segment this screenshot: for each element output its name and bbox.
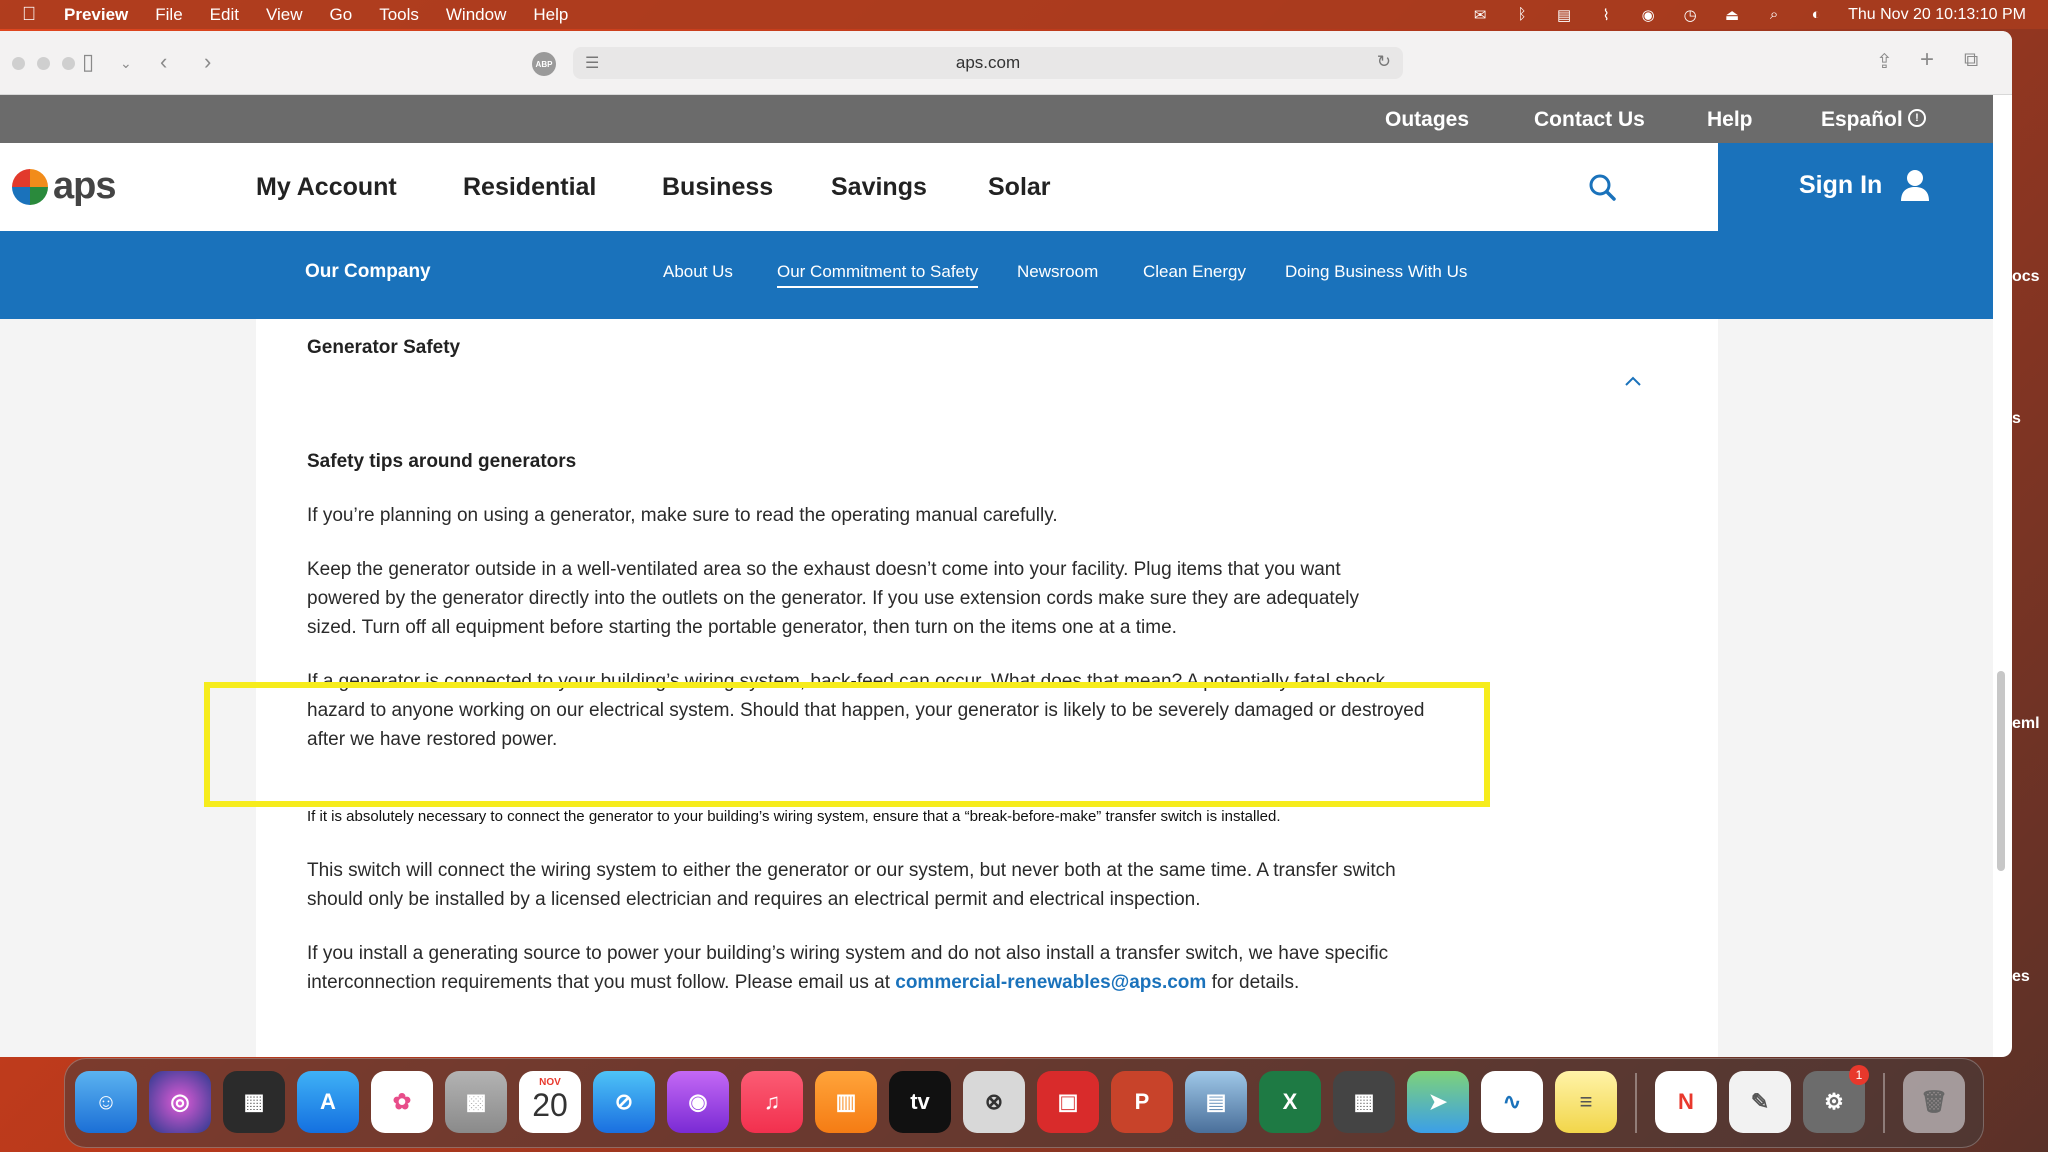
accordion-title[interactable]: Generator Safety bbox=[307, 337, 461, 358]
powerpoint-icon[interactable]: P bbox=[1111, 1071, 1173, 1133]
mission-control-icon[interactable]: ▦ bbox=[223, 1071, 285, 1133]
podcasts-icon[interactable]: ◉ bbox=[667, 1071, 729, 1133]
eject-icon[interactable]: ⏏ bbox=[1725, 6, 1740, 24]
small-note: If it is absolutely necessary to connect the generator to your building’s wiring system, ensure that a “break-before-make” transfer switch is installed. bbox=[307, 808, 1281, 825]
nav-residential[interactable]: Residential bbox=[463, 173, 597, 201]
forward-button[interactable]: › bbox=[204, 49, 212, 74]
background-window-text: es bbox=[2012, 968, 2030, 985]
background-window-text: eml bbox=[2012, 715, 2040, 732]
sign-in-label: Sign In bbox=[1799, 171, 1883, 199]
safari-icon[interactable]: ⊘ bbox=[593, 1071, 655, 1133]
aps-logo[interactable] bbox=[12, 165, 115, 208]
time-machine-icon[interactable]: ◷ bbox=[1683, 6, 1697, 24]
textedit-icon[interactable]: ✎ bbox=[1729, 1071, 1791, 1133]
menu-tools[interactable]: Tools bbox=[379, 4, 419, 24]
photos-icon[interactable]: ✿ bbox=[371, 1071, 433, 1133]
close-window-button[interactable] bbox=[12, 57, 25, 70]
finder-icon[interactable]: ☺ bbox=[75, 1071, 137, 1133]
calculator-icon[interactable]: ▦ bbox=[1333, 1071, 1395, 1133]
page-scrollbar[interactable] bbox=[1997, 671, 2005, 871]
menu-app-name[interactable]: Preview bbox=[64, 4, 129, 24]
share-icon[interactable]: ⇪ bbox=[1876, 51, 1893, 73]
email-link[interactable]: commercial-renewables@aps.com bbox=[895, 972, 1207, 993]
menu-view[interactable]: View bbox=[265, 4, 303, 24]
mail-status-icon[interactable]: ✉ bbox=[1473, 6, 1487, 24]
reload-icon[interactable]: ↻ bbox=[1376, 52, 1391, 71]
maps-icon[interactable]: ➤ bbox=[1407, 1071, 1469, 1133]
subnav-clean-energy[interactable]: Clean Energy bbox=[1143, 262, 1247, 281]
notification-badge: 1 bbox=[1849, 1065, 1869, 1085]
zoom-window-button[interactable] bbox=[62, 57, 75, 70]
paragraph: If you’re planning on using a generator, make sure to read the operating manual carefully. bbox=[307, 505, 1058, 526]
info-icon[interactable]: ! bbox=[1908, 109, 1926, 127]
music-icon[interactable]: ♫ bbox=[741, 1071, 803, 1133]
nav-savings[interactable]: Savings bbox=[831, 173, 927, 201]
subnav-doing-business[interactable]: Doing Business With Us bbox=[1285, 262, 1468, 281]
sign-in-button[interactable] bbox=[1718, 143, 1993, 231]
paragraph-text: If you install a generating source to power your building’s wiring system and do not also install a transfer switch, we have specific interconnection requirements that you must follow. Please email us at bbox=[307, 943, 1389, 993]
minimize-window-button[interactable] bbox=[37, 57, 50, 70]
spotlight-search-icon[interactable]: ⌕ bbox=[1769, 6, 1779, 23]
highlight-box bbox=[204, 682, 1490, 807]
bluetooth-icon[interactable]: ᛒ bbox=[1517, 6, 1527, 23]
background-window-text: ocs bbox=[2012, 268, 2040, 285]
dock bbox=[64, 1058, 1984, 1148]
wifi-off-icon[interactable]: ⌇ bbox=[1602, 6, 1610, 24]
util-link-espanol[interactable]: Español bbox=[1821, 108, 1903, 131]
subnav-newsroom[interactable]: Newsroom bbox=[1017, 262, 1099, 281]
nav-business[interactable]: Business bbox=[662, 173, 774, 201]
menu-bar bbox=[0, 0, 2048, 29]
books-icon[interactable]: ▥ bbox=[815, 1071, 877, 1133]
window-controls bbox=[12, 57, 75, 70]
util-link-help[interactable]: Help bbox=[1707, 108, 1753, 131]
paragraph-email bbox=[307, 939, 1427, 997]
user-icon bbox=[1900, 169, 1930, 201]
subnav-about-us[interactable]: About Us bbox=[663, 262, 733, 281]
disk-utility-icon[interactable]: ⊗ bbox=[963, 1071, 1025, 1133]
chevron-down-icon[interactable]: ⌄ bbox=[120, 55, 132, 71]
main-nav bbox=[0, 143, 1993, 231]
user-account-icon[interactable]: ◉ bbox=[1641, 6, 1655, 24]
page-settings-icon[interactable]: ☰ bbox=[585, 55, 600, 72]
apple-tv-icon[interactable]: tv bbox=[889, 1071, 951, 1133]
new-tab-icon[interactable]: + bbox=[1920, 46, 1935, 73]
calendar-day: 20 bbox=[532, 1087, 568, 1123]
app-store-icon[interactable]: A bbox=[297, 1071, 359, 1133]
section-heading: Safety tips around generators bbox=[307, 451, 577, 472]
menu-clock[interactable]: Thu Nov 20 10:13:10 PM bbox=[1848, 5, 2026, 23]
control-center-icon[interactable]: ◐ bbox=[1811, 6, 1821, 23]
news-icon[interactable]: N bbox=[1655, 1071, 1717, 1133]
util-link-contact-us[interactable]: Contact Us bbox=[1534, 108, 1645, 131]
url-text: aps.com bbox=[955, 53, 1021, 72]
launchpad-icon[interactable]: ▩ bbox=[445, 1071, 507, 1133]
excel-icon[interactable]: X bbox=[1259, 1071, 1321, 1133]
sub-nav bbox=[0, 231, 1993, 319]
system-settings-icon[interactable]: ⚙ 1 bbox=[1803, 1071, 1865, 1133]
browser-window bbox=[0, 31, 2012, 1057]
paragraph-text: for details. bbox=[1206, 972, 1300, 993]
menu-file[interactable]: File bbox=[155, 4, 183, 24]
subnav-commitment-to-safety[interactable]: Our Commitment to Safety bbox=[777, 262, 978, 288]
nav-my-account[interactable]: My Account bbox=[256, 173, 397, 201]
utility-bar bbox=[0, 95, 1993, 143]
adblock-label: ABP bbox=[535, 59, 553, 69]
aps-logo-text: aps bbox=[53, 165, 116, 207]
photo-booth-icon[interactable]: ▣ bbox=[1037, 1071, 1099, 1133]
util-link-outages[interactable]: Outages bbox=[1385, 108, 1470, 131]
notes-icon[interactable]: ≡ bbox=[1555, 1071, 1617, 1133]
subnav-title[interactable]: Our Company bbox=[305, 261, 431, 282]
search-icon[interactable] bbox=[1588, 173, 1616, 201]
address-bar[interactable] bbox=[573, 47, 1403, 79]
dock-separator bbox=[1635, 1073, 1637, 1133]
menu-help[interactable]: Help bbox=[533, 4, 569, 24]
adblock-extension-icon[interactable] bbox=[532, 52, 556, 76]
calendar-month: NOV bbox=[539, 1077, 561, 1088]
sidebar-toggle-icon[interactable]: ▯ bbox=[82, 49, 95, 74]
background-window-text: s bbox=[2012, 410, 2021, 427]
freeform-icon[interactable]: ∿ bbox=[1481, 1071, 1543, 1133]
menu-edit[interactable]: Edit bbox=[209, 4, 239, 24]
siri-icon[interactable]: ◎ bbox=[149, 1071, 211, 1133]
calendar-icon[interactable] bbox=[519, 1071, 581, 1133]
trash-icon[interactable]: 🗑 bbox=[1903, 1071, 1965, 1133]
tab-overview-icon[interactable]: ⧉ bbox=[1964, 49, 1979, 71]
paragraph-highlighted: If a generator is connected to your building’s wiring system, back-feed can occur. What does that mean? A potentially fatal shock hazard to anyone working on our electrical system. Should that happen, your generator is likely to be severely damaged or destroyed after we have restored power. bbox=[307, 671, 1425, 750]
aps-logo-mark-icon bbox=[12, 169, 48, 205]
apple-menu-icon[interactable] bbox=[22, 4, 44, 26]
chevron-up-icon[interactable] bbox=[1625, 376, 1641, 386]
menu-go[interactable]: Go bbox=[329, 4, 353, 24]
browser-toolbar bbox=[0, 31, 2012, 95]
keyboard-icon[interactable]: ▤ bbox=[1557, 6, 1572, 24]
preview-icon[interactable]: ▤ bbox=[1185, 1071, 1247, 1133]
back-button[interactable]: ‹ bbox=[160, 49, 168, 74]
paragraph: Keep the generator outside in a well-ventilated area so the exhaust doesn’t come into your facility. Plug items that you want powered by the generator directly into the outlets on the generator. If you use extension cords make sure they are adequately sized. Turn off all equipment before starting the portable generator, then turn on the items one at a time. bbox=[307, 559, 1359, 638]
nav-solar[interactable]: Solar bbox=[988, 173, 1051, 201]
paragraph: This switch will connect the wiring system to either the generator or our system, but never both at the same time. A transfer switch should only be installed by a licensed electrician and requires an electrical permit and electrical inspection. bbox=[307, 860, 1396, 910]
dock-separator bbox=[1883, 1073, 1885, 1133]
menu-window[interactable]: Window bbox=[445, 4, 507, 24]
